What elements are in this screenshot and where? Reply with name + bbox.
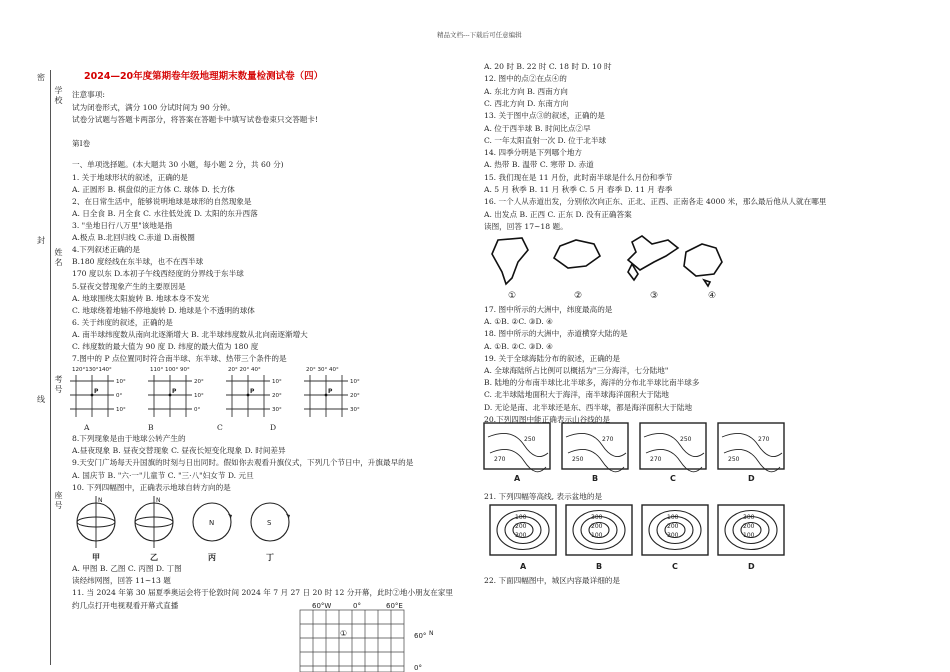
text-line: A. 全球海陆所占比例可以概括为"三分海洋，七分陆地" (484, 366, 669, 375)
q7-grid (148, 367, 204, 417)
q21-value: 200 (743, 523, 755, 530)
q20-value: 250 (524, 436, 536, 443)
q7-grid-lat: 10° (272, 379, 282, 385)
q20-label: C (670, 474, 676, 483)
text-line: 试卷分试题与答题卡两部分，将答案在答题卡中填写试卷卷束只交答题卡! (72, 115, 319, 124)
text-line: 170 度以东 D.本初子午线西经度的分界线于东半球 (72, 269, 244, 278)
text-line: 13. 关于图中点③的叙述，正确的是 (484, 111, 605, 121)
side-feng: 封 (37, 236, 45, 245)
q21-contour-box (490, 505, 556, 571)
q7-point (325, 394, 328, 397)
text-line: 10. 下列四幅图中，正确表示地球自转方向的是 (72, 482, 231, 492)
q7-grid (304, 367, 360, 417)
text-line: A. 地球围绕太阳旋转 B. 地球本身不发光 (72, 294, 210, 303)
q21-frame (566, 505, 632, 555)
text-line: A. 正圆形 B. 棋盘似的正方体 C. 球体 D. 长方体 (72, 185, 235, 194)
continent-label: ② (574, 291, 583, 301)
text-line: D. 无论是南、北半球还是东、西半球，都是海洋面积大于陆地 (484, 402, 693, 412)
q11-grid-map (298, 602, 458, 672)
text-line: 15. 我们现在是 11 月份，此时南半球是什么月份和季节 (484, 172, 673, 182)
q21-contour-box (642, 505, 708, 571)
q21-value: 300 (743, 514, 755, 521)
q10-pole-label: N (98, 497, 103, 504)
q21-value: 300 (667, 532, 679, 539)
q7-point (91, 394, 94, 397)
text-line: A. 热带 B. 温带 C. 寒带 D. 赤道 (484, 160, 594, 170)
q20-label: A (514, 474, 521, 483)
text-line: A. 日全食 B. 月全食 C. 水往低处流 D. 太阳的东升西落 (72, 209, 258, 218)
text-line: B.180 度经线在东半球，也不在西半球 (72, 257, 204, 266)
text-line: 11. 当 2024 年第 30 届夏季奥运会将于伦敦时间 2024 年 7 月 27 日 20 时 12 分开幕，此时②地小朋友在家里 (72, 588, 454, 598)
text-line: A. 南半球纬度数从南向北逐渐增大 B. 北半球纬度数从北向南逐渐增大 (72, 330, 308, 339)
text-line: A. ①B. ②C. ③D. ④ (484, 341, 553, 351)
text-line: 20.下列四图中能正确表示山谷线的是 (484, 414, 610, 424)
text-line: 7.图中的 P 点位置同时符合南半球、东半球、热带三个条件的是 (72, 354, 287, 363)
text-line: 6. 关于纬度的叙述，正确的是 (72, 318, 173, 327)
q7-grid (226, 367, 282, 417)
q21-contour-box (718, 505, 784, 571)
text-line: 9.天安门广场每天升国旗的时刻与日出同时。假如你去观看升旗仪式，下列几个节日中，升旗最早的是 (72, 458, 414, 468)
text-line: A. 甲图 B. 乙图 C. 丙图 D. 丁图 (72, 564, 182, 573)
q21-title: 21. 下列四幅等高线, 表示盆地的是 (484, 492, 603, 501)
q7-grid-top: 110° 100° 90° (150, 367, 190, 373)
q7-point-label: P (94, 388, 99, 395)
q7-grid-lat: 0° (194, 407, 201, 413)
q7-grid-lat: 20° (350, 393, 360, 399)
q20-value: 250 (572, 456, 584, 463)
q10-label: 丁 (266, 553, 274, 562)
q21-value: 200 (667, 523, 679, 530)
q21-label: D (748, 562, 755, 571)
text-line: 16. 一个人从赤道出发，分别依次向正东、正北、正西、正南各走 4000 米，那么最后他从人就在哪里 (484, 197, 827, 207)
q20-value: 250 (728, 456, 740, 463)
q7-point-label: P (328, 388, 333, 395)
text-line: A. 出发点 B. 正西 C. 正东 D. 没有正确答案 (484, 209, 632, 219)
q7-grid-lat: 10° (116, 379, 126, 385)
q20-contour-box (484, 423, 550, 483)
text-line: 读图，回答 17~18 题。 (484, 221, 568, 231)
q21-value: 100 (743, 532, 755, 539)
text-line: 第Ⅰ卷 (72, 139, 91, 148)
q7-point (169, 394, 172, 397)
page-header: 精品文档---下载后可任意编辑 (437, 31, 522, 39)
q7-grid-top: 20° 30° 40° (306, 367, 339, 373)
text-line: 1. 关于地球形状的叙述，正确的是 (72, 173, 188, 182)
q10-label: 甲 (92, 553, 100, 562)
text-line: 约几点打开电视观看开幕式直播 (72, 600, 179, 610)
side-seat: 座号 (54, 491, 63, 510)
continent-label: ④ (708, 291, 717, 301)
text-line: A.昼夜现象 B. 昼夜交替现象 C. 昼夜长短变化现象 D. 时间差异 (72, 446, 286, 456)
text-line: 12. 图中的点②在点④的 (484, 74, 567, 84)
q21-label: C (672, 562, 678, 571)
text-line: A.极点 B.北回归线 C.赤道 D.南极圈 (72, 233, 195, 242)
q7-grid-lat: 10° (350, 379, 360, 385)
q7-grid-lat: 10° (116, 407, 126, 413)
text-line: C. 西北方向 D. 东南方向 (484, 98, 569, 108)
text-line: C. 北半球陆地面积大于海洋，南半球海洋面积大于陆地 (484, 390, 670, 400)
text-line: 14. 四季分明是下列哪个地方 (484, 148, 583, 158)
q20-label: D (748, 474, 755, 483)
q7-grid-lat: 20° (272, 393, 282, 399)
text-line: 3. "坐地日行八万里"该地是指 (72, 221, 173, 230)
text-line: A. 国庆节 B. "六·一"儿童节 C. "三·八"妇女节 D. 元旦 (72, 470, 254, 480)
text-line: 注意事项: (72, 90, 105, 99)
q10-globe (193, 503, 232, 562)
side-mi: 密 (37, 73, 45, 82)
q20-value: 270 (494, 456, 506, 463)
q20-value: 270 (758, 436, 770, 443)
text-line: A. 东北方向 B. 西南方向 (484, 86, 568, 96)
q7-option-label: A (84, 423, 90, 432)
q20-contour-line (722, 433, 782, 456)
side-school: 学校 (54, 86, 63, 105)
q10-globe (251, 503, 290, 562)
q7-grid-lat: 30° (272, 407, 282, 413)
text-line: B. 陆地的分布南半球比北半球多，海洋的分布北半球比南半球多 (484, 378, 700, 388)
q11-lon-e: 60°E (386, 602, 403, 610)
text-line: A. ①B. ②C. ③D. ④ (484, 317, 553, 327)
q7-grid-top: 120°130°140° (72, 367, 112, 373)
text-line: C. 地球绕着地轴不停地旋转 D. 地球是个不透明的球体 (72, 306, 255, 315)
q20-contour-box (562, 423, 628, 483)
q20-contour-line (644, 433, 704, 456)
exam-title: 2024—20年度第期卷年级地理期末数量检测试卷（四） (84, 71, 324, 82)
q21-value: 200 (591, 523, 603, 530)
q20-contour-line (488, 433, 548, 456)
q7-option-label: C (217, 423, 223, 432)
q21-value: 300 (515, 532, 527, 539)
continent-maps (482, 232, 742, 302)
q11-lat-0: 0° (414, 664, 422, 672)
q21-frame (490, 505, 556, 555)
q21-contour-box (566, 505, 632, 571)
q7-grid-lat: 20° (194, 379, 204, 385)
q7-point-label: P (250, 388, 255, 395)
q20-value: 250 (680, 436, 692, 443)
q20-label: B (592, 474, 599, 483)
q22-question: 22. 下面四幅图中，城区内容最详细的是 (484, 576, 620, 585)
q20-contour-box (640, 423, 706, 483)
text-line: C. 纬度数的最大值为 90 度 D. 纬度的最大值为 180 度 (72, 342, 259, 351)
q21-value: 100 (515, 514, 527, 521)
q20-contour-box (718, 423, 784, 483)
continent-label: ① (508, 291, 517, 301)
q10-globe (135, 496, 173, 562)
q7-grid (70, 367, 126, 417)
q21-value: 100 (591, 532, 603, 539)
q10-label: 丙 (208, 553, 216, 562)
q21-label: A (520, 562, 527, 571)
q20-contours (484, 423, 784, 485)
text-line: 19. 关于全球海陆分布的叙述，正确的是 (484, 353, 620, 363)
q7-grid-lat: 10° (194, 393, 204, 399)
text-line: 8.下列现象是由于地球公转产生的 (72, 434, 186, 443)
q7-grids (70, 365, 430, 425)
q11-north: N (429, 630, 434, 637)
binding-line (50, 70, 51, 665)
continent-label: ③ (650, 291, 659, 301)
q21-frame (642, 505, 708, 555)
q20-contour-line (566, 433, 626, 456)
text-line: C. 一年太阳直射一次 D. 位于北半球 (484, 135, 607, 145)
text-line: 18. 图中所示的大洲中，赤道横穿大陆的是 (484, 329, 628, 339)
text-line: 4.下列叙述正确的是 (72, 245, 140, 254)
side-name: 姓名 (54, 248, 63, 267)
q21-contours (490, 505, 810, 575)
text-line: 试为闭卷形式，满分 100 分试时间为 90 分钟。 (72, 103, 235, 112)
text-line: A. 20 时 B. 22 时 C. 18 时 D. 10 时 (484, 62, 612, 71)
side-xian: 线 (37, 395, 45, 404)
q11-mark: ① (340, 629, 348, 638)
q10-pole-label: N (209, 519, 215, 527)
q7-option-label: B (148, 423, 154, 432)
q7-point (247, 394, 250, 397)
text-line: 17. 图中所示的大洲中，纬度最高的是 (484, 305, 613, 314)
q11-lon-w: 60°W (312, 602, 332, 610)
q21-frame (718, 505, 784, 555)
text-line: 一、单项选择题。(本大题共 30 小题，每小题 2 分，共 60 分) (72, 160, 284, 169)
q10-pole-label: S (267, 519, 272, 527)
text-line: 读经纬网图，回答 11~13 题 (72, 576, 171, 586)
text-line: A. 5 月 秋季 B. 11 月 秋季 C. 5 月 春季 D. 11 月 春季 (484, 185, 673, 194)
q7-grid-lat: 0° (116, 393, 123, 399)
text-line: 5.昼夜交替现象产生的主要原因是 (72, 282, 186, 291)
q7-grid-lat: 30° (350, 407, 360, 413)
q10-globe (77, 496, 115, 562)
q21-value: 100 (667, 514, 679, 521)
q21-label: B (596, 562, 603, 571)
q10-globes (70, 498, 310, 568)
text-line: 2、在日常生活中，能够说明地球是球形的自然现象是 (72, 197, 252, 206)
q21-value: 300 (591, 514, 603, 521)
q10-pole-label: N (156, 497, 161, 504)
q7-point-label: P (172, 388, 177, 395)
q20-value: 270 (602, 436, 614, 443)
q7-option-label: D (270, 423, 277, 432)
q11-lon-0: 0° (353, 602, 361, 610)
text-line: A. 位于西半球 B. 时间比点②早 (484, 123, 591, 133)
q7-grid-top: 20° 20° 40° (228, 367, 261, 373)
q20-value: 270 (650, 456, 662, 463)
q21-value: 200 (515, 523, 527, 530)
q10-label: 乙 (150, 553, 158, 562)
q11-lat-n: 60° (414, 632, 427, 640)
side-exam-no: 考号 (54, 375, 63, 394)
